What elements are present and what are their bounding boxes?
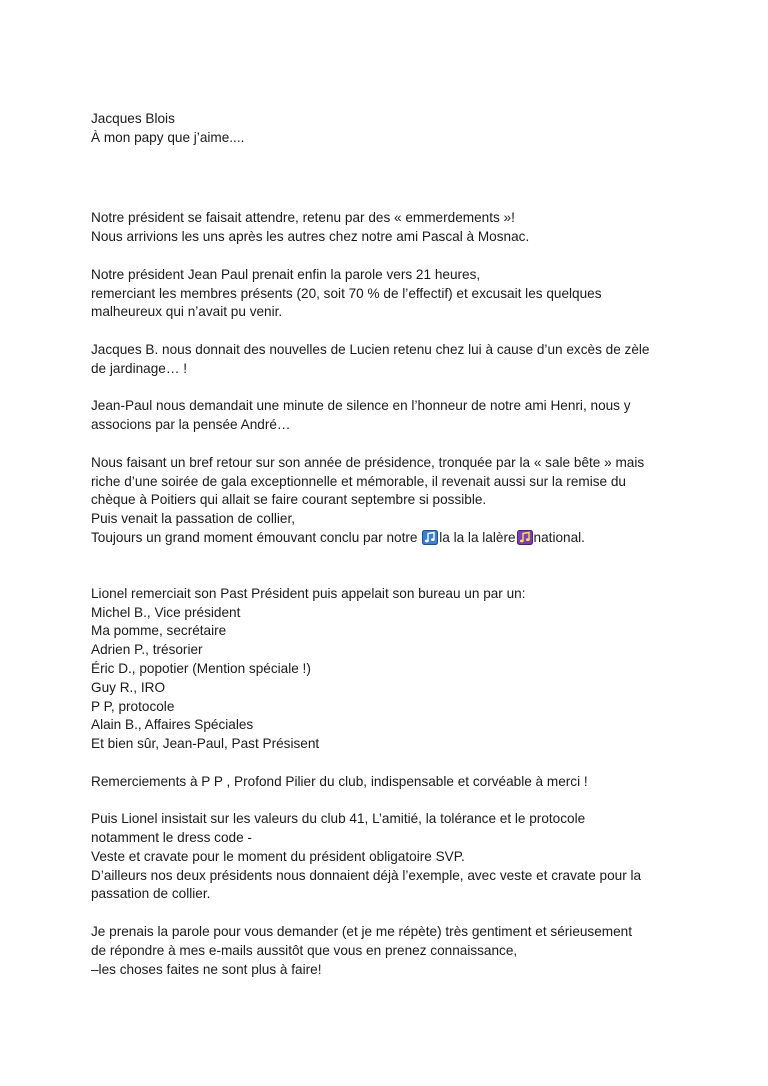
text-line: passation de collier. — [91, 886, 211, 902]
text-line: D’ailleurs nos deux présidents nous donnaient déjà l’exemple, avec veste et cravate pour la — [91, 867, 642, 883]
bureau-member: P P, protocole — [91, 698, 175, 714]
paragraph-presidency — [91, 454, 708, 548]
paragraph-emails — [91, 923, 708, 979]
text-line: associons par la pensée André… — [91, 417, 291, 433]
text-line: Notre président se faisait attendre, retenu par des « emmerdements »! — [91, 210, 515, 226]
bureau-section — [91, 585, 708, 754]
paragraph-silence — [91, 397, 708, 435]
paragraph-lucien — [91, 341, 708, 379]
bureau-intro: Lionel remerciait son Past Président puis appelait son bureau un par un: — [91, 585, 526, 601]
text-line: Nous arrivions les uns après les autres chez notre ami Pascal à Mosnac. — [91, 229, 530, 245]
text-fragment: national. — [533, 529, 585, 545]
paragraph-thanks: Remerciements à P P , Profond Pilier du club, indispensable et corvéable à merci ! — [91, 773, 588, 789]
text-line-with-icons — [91, 529, 708, 548]
text-line: de jardinage… ! — [91, 360, 187, 376]
bureau-member: Et bien sûr, Jean-Paul, Past Présisent — [91, 736, 320, 752]
text-line: notamment le dress code - — [91, 830, 252, 846]
text-line: Je prenais la parole pour vous demander (et je me répète) très gentiment et sérieusement — [91, 924, 633, 940]
text-line: Notre président Jean Paul prenait enfin la parole vers 21 heures, — [91, 266, 481, 282]
text-line: chèque à Poitiers qui allait se faire courant septembre si possible. — [91, 492, 487, 508]
text-line: malheureux qui n’avait pu venir. — [91, 304, 283, 320]
bureau-member: Alain B., Affaires Spéciales — [91, 717, 254, 733]
bureau-member: Éric D., popotier (Mention spéciale !) — [91, 660, 311, 676]
text-line: de répondre à mes e-mails aussitôt que vous en prenez connaissance, — [91, 942, 518, 958]
text-line: Jacques B. nous donnait des nouvelles de Lucien retenu chez lui à cause d’un excès de zèle — [91, 341, 650, 357]
text-fragment: Toujours un grand moment émouvant conclu par notre — [91, 529, 422, 545]
bureau-member: Guy R., IRO — [91, 679, 166, 695]
bureau-member: Ma pomme, secrétaire — [91, 623, 227, 639]
author-line: Jacques Blois — [91, 111, 175, 126]
text-line: Puis venait la passation de collier, — [91, 511, 296, 527]
text-line: riche d’une soirée de gala exceptionnelle et mémorable, il revenait aussi sur la remise du — [91, 473, 626, 489]
music-note-purple-icon — [517, 530, 533, 545]
bureau-member: Michel B., Vice président — [91, 604, 241, 620]
music-note-blue-icon — [422, 530, 438, 545]
bureau-member: Adrien P., trésorier — [91, 642, 203, 658]
text-fragment: la la la lalère — [439, 529, 516, 545]
text-line: Nous faisant un bref retour sur son année de présidence, tronquée par la « sale bête » mais — [91, 454, 645, 470]
paragraph-values — [91, 810, 708, 904]
text-line: Puis Lionel insistait sur les valeurs du club 41, L’amitié, la tolérance et le protocole — [91, 811, 586, 827]
paragraph-opening — [91, 266, 708, 322]
text-line: Jean-Paul nous demandait une minute de silence en l’honneur de notre ami Henri, nous y — [91, 398, 631, 414]
dedication-line: À mon papy que j’aime.... — [91, 129, 245, 145]
text-line: remerciant les membres présents (20, soit 70 % de l’effectif) et excusait les quelques — [91, 285, 602, 301]
text-line: Veste et cravate pour le moment du président obligatoire SVP. — [91, 848, 465, 864]
text-line: –les choses faites ne sont plus à faire! — [91, 961, 322, 977]
paragraph-arrival — [91, 209, 708, 247]
